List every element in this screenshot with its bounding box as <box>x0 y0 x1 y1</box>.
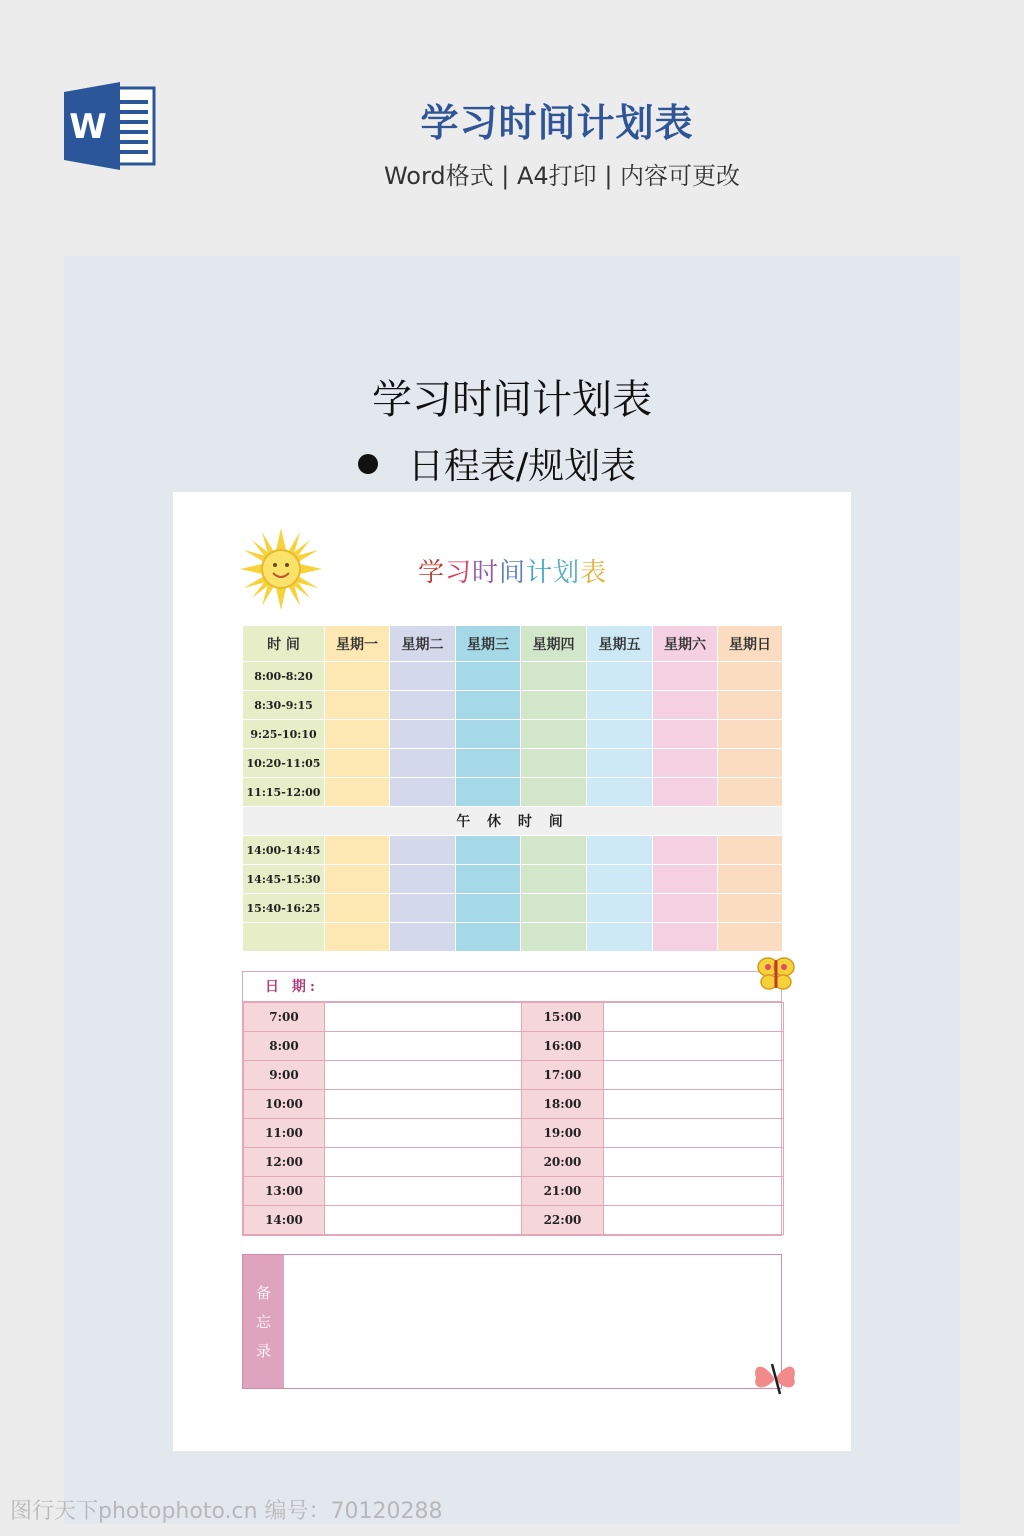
daily-row <box>244 1090 784 1119</box>
daily-row <box>244 1003 784 1032</box>
hour-entry-cell[interactable] <box>604 1003 784 1032</box>
schedule-cell[interactable] <box>587 865 653 894</box>
schedule-cell[interactable] <box>653 749 718 778</box>
document-title-char: 划 <box>553 558 581 588</box>
schedule-cell[interactable] <box>521 836 587 865</box>
hour-entry-cell[interactable] <box>604 1177 784 1206</box>
schedule-cell[interactable] <box>653 691 718 720</box>
time-slot-cell: 15:40-16:25 <box>243 894 325 923</box>
schedule-cell[interactable] <box>587 923 653 952</box>
lunch-break-label: 午 休 时 间 <box>243 807 783 836</box>
hour-label: 10:00 <box>244 1090 325 1119</box>
schedule-cell[interactable] <box>390 778 456 807</box>
schedule-cell[interactable] <box>325 749 390 778</box>
bullet-dot-icon <box>358 454 378 474</box>
weekday-header: 星期一 <box>325 626 390 662</box>
hour-label: 7:00 <box>244 1003 325 1032</box>
schedule-cell[interactable] <box>653 778 718 807</box>
page-title: 学习时间计划表 <box>420 101 694 145</box>
hour-label: 22:00 <box>522 1206 604 1235</box>
weekday-header: 星期三 <box>456 626 521 662</box>
document-title-char: 学 <box>418 558 446 588</box>
daily-row <box>244 1032 784 1061</box>
schedule-cell[interactable] <box>325 894 390 923</box>
time-slot-cell: 9:25-10:10 <box>243 720 325 749</box>
schedule-cell[interactable] <box>587 894 653 923</box>
schedule-row <box>243 749 783 778</box>
daily-row <box>244 1061 784 1090</box>
page-subtitle: Word格式 | A4打印 | 内容可更改 <box>383 162 741 190</box>
schedule-row <box>243 662 783 691</box>
schedule-cell[interactable] <box>653 865 718 894</box>
hour-label: 11:00 <box>244 1119 325 1148</box>
hour-label: 14:00 <box>244 1206 325 1235</box>
schedule-cell[interactable] <box>587 836 653 865</box>
schedule-cell[interactable] <box>718 894 783 923</box>
schedule-cell[interactable] <box>587 720 653 749</box>
schedule-cell[interactable] <box>653 923 718 952</box>
hour-entry-cell[interactable] <box>325 1061 522 1090</box>
hour-label: 20:00 <box>522 1148 604 1177</box>
daily-row <box>244 1119 784 1148</box>
butterfly-icon <box>752 1358 798 1398</box>
time-slot-cell: 8:00-8:20 <box>243 662 325 691</box>
document-title-char: 间 <box>499 558 527 588</box>
daily-row <box>244 1177 784 1206</box>
date-label: 日 期: <box>243 972 781 1002</box>
schedule-row <box>243 894 783 923</box>
daily-row <box>244 1206 784 1235</box>
schedule-row <box>243 865 783 894</box>
panel-bullet-text: 日程表/规划表 <box>408 446 637 487</box>
sun-icon <box>240 528 322 610</box>
schedule-cell[interactable] <box>521 662 587 691</box>
document-title-char: 时 <box>472 558 500 588</box>
hour-entry-cell[interactable] <box>604 1090 784 1119</box>
schedule-cell[interactable] <box>456 749 521 778</box>
schedule-cell[interactable] <box>390 662 456 691</box>
memo-label-char: 备 <box>255 1284 271 1302</box>
schedule-cell[interactable] <box>456 778 521 807</box>
hour-entry-cell[interactable] <box>325 1003 522 1032</box>
daily-schedule <box>242 971 782 1236</box>
schedule-cell[interactable] <box>718 778 783 807</box>
schedule-cell[interactable] <box>390 720 456 749</box>
weekday-header: 星期日 <box>718 626 783 662</box>
weekday-header: 星期二 <box>390 626 456 662</box>
schedule-cell[interactable] <box>718 923 783 952</box>
hour-entry-cell[interactable] <box>325 1119 522 1148</box>
document-title-char: 习 <box>445 558 473 588</box>
time-slot-cell: 14:45-15:30 <box>243 865 325 894</box>
watermark: 图行天下photophoto.cn 编号：70120288 <box>10 1499 443 1524</box>
panel-title: 学习时间计划表 <box>372 377 652 423</box>
schedule-cell[interactable] <box>325 865 390 894</box>
butterfly-icon <box>756 954 796 994</box>
schedule-cell[interactable] <box>653 836 718 865</box>
schedule-cell[interactable] <box>587 778 653 807</box>
time-slot-cell: 14:00-14:45 <box>243 836 325 865</box>
schedule-row <box>243 836 783 865</box>
daily-schedule-table <box>243 1002 784 1235</box>
schedule-cell[interactable] <box>718 720 783 749</box>
schedule-cell[interactable] <box>718 749 783 778</box>
time-slot-cell: 8:30-9:15 <box>243 691 325 720</box>
document-title-char: 计 <box>526 558 554 588</box>
document-title <box>418 552 607 589</box>
schedule-cell[interactable] <box>456 894 521 923</box>
weekday-header: 星期四 <box>521 626 587 662</box>
daily-row <box>244 1148 784 1177</box>
schedule-cell[interactable] <box>456 720 521 749</box>
schedule-cell[interactable] <box>521 720 587 749</box>
schedule-row <box>243 720 783 749</box>
schedule-row <box>243 923 783 952</box>
schedule-cell[interactable] <box>653 720 718 749</box>
schedule-cell[interactable] <box>456 836 521 865</box>
schedule-cell[interactable] <box>325 923 390 952</box>
hour-entry-cell[interactable] <box>325 1206 522 1235</box>
time-slot-cell <box>243 923 325 952</box>
schedule-cell[interactable] <box>718 836 783 865</box>
hour-label: 18:00 <box>522 1090 604 1119</box>
weekly-header-row <box>243 626 783 662</box>
time-column-header: 时 间 <box>243 626 325 662</box>
schedule-cell[interactable] <box>456 865 521 894</box>
hour-label: 9:00 <box>244 1061 325 1090</box>
panel-bullet <box>358 438 636 489</box>
schedule-cell[interactable] <box>325 720 390 749</box>
hour-entry-cell[interactable] <box>325 1032 522 1061</box>
schedule-cell[interactable] <box>521 691 587 720</box>
time-slot-cell: 10:20-11:05 <box>243 749 325 778</box>
schedule-cell[interactable] <box>587 749 653 778</box>
schedule-cell[interactable] <box>390 691 456 720</box>
word-logo-letter: W <box>69 107 107 147</box>
hour-label: 13:00 <box>244 1177 325 1206</box>
schedule-row <box>243 778 783 807</box>
schedule-cell[interactable] <box>653 894 718 923</box>
schedule-cell[interactable] <box>325 691 390 720</box>
hour-label: 19:00 <box>522 1119 604 1148</box>
schedule-cell[interactable] <box>718 865 783 894</box>
schedule-cell[interactable] <box>325 662 390 691</box>
schedule-cell[interactable] <box>718 691 783 720</box>
schedule-cell[interactable] <box>521 894 587 923</box>
weekday-header: 星期六 <box>653 626 718 662</box>
schedule-cell[interactable] <box>390 865 456 894</box>
schedule-cell[interactable] <box>390 836 456 865</box>
memo-label-char: 忘 <box>255 1313 271 1331</box>
hour-entry-cell[interactable] <box>604 1206 784 1235</box>
schedule-cell[interactable] <box>390 749 456 778</box>
schedule-cell[interactable] <box>653 662 718 691</box>
schedule-cell[interactable] <box>456 923 521 952</box>
hour-entry-cell[interactable] <box>325 1177 522 1206</box>
schedule-cell[interactable] <box>587 662 653 691</box>
hour-entry-cell[interactable] <box>604 1032 784 1061</box>
document-title-char: 表 <box>580 558 608 588</box>
hour-entry-cell[interactable] <box>604 1061 784 1090</box>
memo-label-char: 录 <box>255 1342 271 1360</box>
schedule-cell[interactable] <box>521 778 587 807</box>
hour-label: 15:00 <box>522 1003 604 1032</box>
time-slot-cell: 11:15-12:00 <box>243 778 325 807</box>
schedule-cell[interactable] <box>456 662 521 691</box>
hour-label: 21:00 <box>522 1177 604 1206</box>
memo-label <box>243 1255 284 1388</box>
weekday-header: 星期五 <box>587 626 653 662</box>
hour-entry-cell[interactable] <box>604 1119 784 1148</box>
hour-entry-cell[interactable] <box>604 1148 784 1177</box>
schedule-cell[interactable] <box>390 923 456 952</box>
hour-label: 8:00 <box>244 1032 325 1061</box>
schedule-cell[interactable] <box>521 865 587 894</box>
schedule-cell[interactable] <box>718 662 783 691</box>
memo-box[interactable] <box>242 1254 782 1389</box>
hour-label: 12:00 <box>244 1148 325 1177</box>
schedule-cell[interactable] <box>325 836 390 865</box>
schedule-cell[interactable] <box>456 691 521 720</box>
hour-label: 17:00 <box>522 1061 604 1090</box>
schedule-cell[interactable] <box>521 749 587 778</box>
schedule-row <box>243 691 783 720</box>
hour-label: 16:00 <box>522 1032 604 1061</box>
hour-entry-cell[interactable] <box>325 1090 522 1119</box>
weekly-schedule-table <box>242 625 783 952</box>
schedule-cell[interactable] <box>325 778 390 807</box>
schedule-cell[interactable] <box>587 691 653 720</box>
schedule-cell[interactable] <box>521 923 587 952</box>
schedule-cell[interactable] <box>390 894 456 923</box>
lunch-break-row <box>243 807 783 836</box>
hour-entry-cell[interactable] <box>325 1148 522 1177</box>
